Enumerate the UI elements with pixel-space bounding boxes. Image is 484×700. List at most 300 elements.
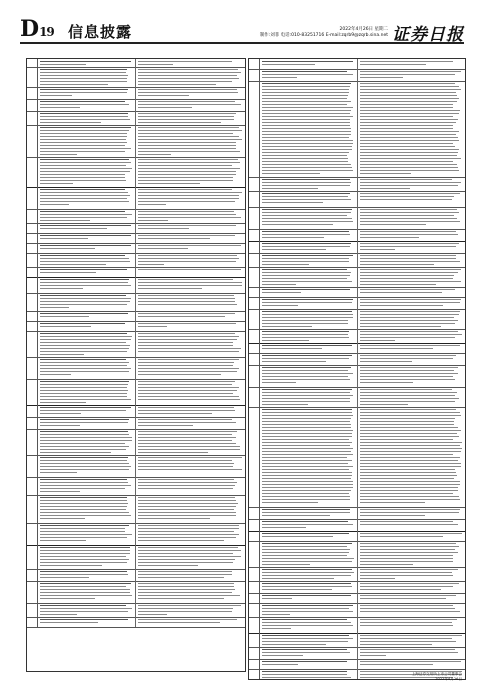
text-line xyxy=(40,127,131,128)
text-line xyxy=(262,140,353,141)
table-row xyxy=(27,545,245,570)
text-line xyxy=(138,81,232,82)
text-line xyxy=(138,371,237,372)
text-line xyxy=(360,173,411,174)
text-line xyxy=(40,540,86,541)
text-line xyxy=(138,559,235,560)
text-line xyxy=(138,574,232,575)
text-line xyxy=(138,78,239,79)
text-line xyxy=(40,534,132,535)
text-line xyxy=(262,536,333,537)
text-line xyxy=(262,188,318,189)
text-line xyxy=(262,644,326,645)
text-line xyxy=(40,261,130,262)
text-line xyxy=(40,518,85,519)
text-line xyxy=(262,314,353,315)
text-line xyxy=(360,167,458,168)
header-info xyxy=(260,27,388,39)
text-line xyxy=(138,583,234,584)
text-line xyxy=(360,221,460,222)
text-line xyxy=(262,281,352,282)
text-line xyxy=(138,482,237,483)
text-line xyxy=(262,439,349,440)
text-line xyxy=(138,145,236,146)
text-line xyxy=(40,537,127,538)
text-line xyxy=(360,622,452,623)
text-line xyxy=(262,370,348,371)
text-line xyxy=(360,161,453,162)
text-line xyxy=(40,72,126,73)
text-line xyxy=(40,326,91,327)
text-line xyxy=(40,460,127,461)
text-line xyxy=(138,189,232,190)
text-line xyxy=(138,101,235,102)
text-line xyxy=(360,475,457,476)
table-row xyxy=(27,357,245,380)
text-line xyxy=(138,142,236,143)
table-row xyxy=(27,67,245,88)
text-line xyxy=(138,577,224,578)
text-line xyxy=(360,92,456,93)
text-line xyxy=(40,61,131,62)
text-line xyxy=(138,198,239,199)
text-line xyxy=(262,409,352,410)
text-line xyxy=(40,577,89,578)
text-line xyxy=(262,575,351,576)
text-line xyxy=(40,136,127,137)
text-line xyxy=(40,107,80,108)
text-line xyxy=(138,174,236,175)
table-row xyxy=(249,603,465,618)
text-line xyxy=(262,490,351,491)
text-line xyxy=(138,214,236,215)
text-line xyxy=(40,449,126,450)
text-line xyxy=(40,365,127,366)
text-line xyxy=(138,463,234,464)
text-line xyxy=(262,652,350,653)
text-line xyxy=(262,424,351,425)
text-line xyxy=(262,152,349,153)
text-line xyxy=(138,410,235,411)
table-row xyxy=(27,125,245,158)
text-line xyxy=(40,92,127,93)
text-line xyxy=(138,89,237,90)
text-line xyxy=(40,354,84,355)
text-line xyxy=(262,496,350,497)
text-line xyxy=(40,562,127,563)
text-line xyxy=(138,122,221,123)
text-line xyxy=(40,413,81,414)
text-line xyxy=(360,611,460,612)
text-line xyxy=(262,361,326,362)
text-line xyxy=(262,549,350,550)
text-line xyxy=(138,589,235,590)
text-line xyxy=(262,221,353,222)
text-line xyxy=(40,333,127,334)
text-line xyxy=(262,533,349,534)
text-line xyxy=(360,578,395,579)
text-line xyxy=(138,500,236,501)
text-line xyxy=(360,558,453,559)
text-line xyxy=(360,515,425,516)
text-line xyxy=(262,323,348,324)
text-line xyxy=(360,379,455,380)
text-line xyxy=(262,671,347,672)
text-line xyxy=(360,427,458,428)
text-line xyxy=(262,74,353,75)
text-line xyxy=(40,165,126,166)
text-line xyxy=(40,374,71,375)
text-line xyxy=(40,159,129,160)
text-line xyxy=(138,422,236,423)
text-line xyxy=(138,116,234,117)
text-line xyxy=(360,326,441,327)
text-line xyxy=(262,478,351,479)
text-line xyxy=(138,537,236,538)
text-line xyxy=(138,95,189,96)
text-line xyxy=(262,373,353,374)
text-line xyxy=(360,490,458,491)
text-line xyxy=(138,547,238,548)
text-line xyxy=(138,245,241,246)
text-line xyxy=(360,170,459,171)
text-line xyxy=(40,553,130,554)
text-line xyxy=(40,592,130,593)
text-line xyxy=(360,625,453,626)
text-line xyxy=(262,578,334,579)
text-line xyxy=(360,502,425,503)
text-line xyxy=(138,195,239,196)
text-line xyxy=(262,358,349,359)
text-line xyxy=(360,137,458,138)
text-line xyxy=(262,86,350,87)
text-line xyxy=(138,506,236,507)
text-line xyxy=(40,304,127,305)
text-line xyxy=(40,525,129,526)
text-line xyxy=(360,512,459,513)
text-line xyxy=(360,415,461,416)
text-line xyxy=(360,155,457,156)
text-line xyxy=(138,457,242,458)
text-line xyxy=(262,572,354,573)
text-line xyxy=(40,145,125,146)
text-line xyxy=(262,292,301,293)
text-line xyxy=(262,107,353,108)
text-line xyxy=(262,598,292,599)
text-line xyxy=(262,586,352,587)
text-line xyxy=(360,549,455,550)
text-line xyxy=(262,415,353,416)
text-line xyxy=(360,524,458,525)
text-line xyxy=(360,71,461,72)
text-line xyxy=(138,304,237,305)
text-line xyxy=(360,272,458,273)
text-line xyxy=(138,316,225,317)
text-line xyxy=(360,95,457,96)
text-line xyxy=(40,431,128,432)
text-line xyxy=(262,454,353,455)
text-line xyxy=(262,649,347,650)
text-line xyxy=(138,154,171,155)
text-line xyxy=(360,158,461,159)
text-line xyxy=(262,128,351,129)
text-line xyxy=(40,390,128,391)
text-line xyxy=(262,595,351,596)
text-line xyxy=(40,225,131,226)
text-line xyxy=(262,261,349,262)
text-line xyxy=(360,224,426,225)
text-line xyxy=(360,652,458,653)
text-line xyxy=(360,188,410,189)
footer-note xyxy=(412,672,462,682)
text-line xyxy=(138,562,233,563)
text-line xyxy=(262,143,353,144)
text-line xyxy=(360,140,459,141)
text-line xyxy=(40,301,130,302)
text-line xyxy=(360,292,442,293)
text-line xyxy=(262,83,351,84)
text-line xyxy=(40,419,129,420)
table-row xyxy=(249,329,465,344)
text-line xyxy=(262,379,350,380)
text-line xyxy=(138,279,233,280)
text-line xyxy=(262,622,351,623)
text-line xyxy=(360,98,459,99)
text-line xyxy=(138,425,193,426)
text-line xyxy=(360,433,457,434)
table-row xyxy=(249,617,465,634)
text-line xyxy=(40,425,80,426)
text-line xyxy=(40,235,131,236)
text-line xyxy=(138,368,239,369)
text-line xyxy=(262,398,350,399)
text-line xyxy=(360,367,458,368)
text-line xyxy=(138,339,237,340)
text-line xyxy=(40,469,129,470)
text-line xyxy=(360,284,436,285)
text-line xyxy=(138,72,241,73)
text-line xyxy=(262,71,347,72)
text-line xyxy=(360,373,458,374)
text-line xyxy=(262,466,353,467)
footer-date: 2022年4月26日 xyxy=(435,677,462,681)
text-line xyxy=(138,159,238,160)
text-line xyxy=(40,503,128,504)
text-line xyxy=(40,446,129,447)
text-line xyxy=(138,323,236,324)
text-line xyxy=(138,622,220,623)
text-line xyxy=(138,396,239,397)
text-line xyxy=(262,284,296,285)
text-line xyxy=(40,622,98,623)
text-line xyxy=(262,448,353,449)
text-line xyxy=(40,345,130,346)
text-line xyxy=(360,619,457,620)
text-line xyxy=(138,136,239,137)
text-line xyxy=(40,282,128,283)
text-line xyxy=(360,314,459,315)
text-line xyxy=(262,515,330,516)
text-line xyxy=(138,608,233,609)
text-line xyxy=(360,246,456,247)
text-line xyxy=(262,116,353,117)
text-line xyxy=(360,243,459,244)
text-line xyxy=(262,499,350,500)
text-line xyxy=(360,289,455,290)
table-row xyxy=(27,253,245,268)
text-line xyxy=(40,133,127,134)
text-line xyxy=(262,641,348,642)
text-line xyxy=(138,148,236,149)
text-line xyxy=(40,171,130,172)
text-line xyxy=(262,320,348,321)
text-line xyxy=(40,148,131,149)
text-line xyxy=(360,595,456,596)
text-line xyxy=(138,333,235,334)
text-line xyxy=(138,348,241,349)
text-line xyxy=(40,491,80,492)
text-line xyxy=(262,611,353,612)
text-line xyxy=(138,69,238,70)
text-line xyxy=(262,77,297,78)
text-line xyxy=(262,193,350,194)
text-line xyxy=(360,382,413,383)
text-line xyxy=(138,443,236,444)
text-line xyxy=(262,502,318,503)
text-line xyxy=(138,399,240,400)
text-line xyxy=(40,316,89,317)
text-line xyxy=(262,92,349,93)
text-line xyxy=(360,376,453,377)
text-line xyxy=(360,361,412,362)
text-line xyxy=(138,217,241,218)
text-line xyxy=(360,61,453,62)
text-line xyxy=(138,512,236,513)
text-line xyxy=(40,488,125,489)
text-line xyxy=(360,255,456,256)
text-line xyxy=(40,183,73,184)
text-line xyxy=(40,598,95,599)
text-line xyxy=(40,269,127,270)
text-line xyxy=(40,248,95,249)
text-line xyxy=(360,555,453,556)
text-line xyxy=(40,399,131,400)
text-line xyxy=(138,264,164,265)
text-line xyxy=(138,381,235,382)
text-line xyxy=(138,298,235,299)
text-line xyxy=(40,122,101,123)
text-line xyxy=(138,466,233,467)
text-line xyxy=(40,559,129,560)
text-line xyxy=(360,299,461,300)
text-line xyxy=(40,95,72,96)
text-line xyxy=(138,288,202,289)
text-line xyxy=(360,430,461,431)
text-line xyxy=(138,342,233,343)
text-line xyxy=(138,419,232,420)
text-line xyxy=(138,127,239,128)
text-line xyxy=(40,583,131,584)
text-line xyxy=(262,234,350,235)
text-line xyxy=(138,407,234,408)
text-line xyxy=(360,275,454,276)
text-line xyxy=(40,586,126,587)
text-line xyxy=(262,376,348,377)
text-line xyxy=(40,452,111,453)
text-line xyxy=(262,382,296,383)
text-line xyxy=(360,583,459,584)
text-line xyxy=(262,395,353,396)
page-code: D19 xyxy=(20,16,54,42)
table-row xyxy=(249,387,465,408)
text-line xyxy=(138,171,236,172)
text-line xyxy=(262,412,352,413)
text-line xyxy=(262,243,351,244)
text-line xyxy=(40,313,128,314)
text-line xyxy=(40,368,131,369)
text-line xyxy=(40,497,127,498)
text-line xyxy=(360,269,461,270)
text-line xyxy=(360,478,454,479)
text-line xyxy=(40,479,127,480)
text-line xyxy=(360,215,454,216)
text-line xyxy=(360,598,446,599)
text-line xyxy=(40,69,127,70)
text-line xyxy=(138,452,208,453)
text-line xyxy=(262,564,310,565)
text-line xyxy=(40,371,129,372)
text-line xyxy=(262,170,353,171)
text-line xyxy=(40,571,127,572)
text-line xyxy=(360,331,458,332)
text-line xyxy=(262,125,350,126)
text-line xyxy=(262,484,353,485)
text-line xyxy=(138,351,239,352)
text-line xyxy=(262,110,351,111)
text-line xyxy=(138,258,239,259)
text-line xyxy=(138,220,168,221)
text-line xyxy=(262,404,308,405)
text-line xyxy=(40,506,127,507)
text-line xyxy=(360,340,395,341)
text-line xyxy=(262,625,353,626)
text-line xyxy=(262,451,351,452)
text-line xyxy=(138,534,239,535)
text-line xyxy=(40,396,127,397)
text-line xyxy=(360,119,458,120)
text-line xyxy=(262,158,348,159)
text-line xyxy=(262,215,347,216)
text-line xyxy=(40,348,129,349)
text-line xyxy=(262,337,349,338)
text-line xyxy=(262,331,349,332)
text-line xyxy=(138,460,232,461)
text-line xyxy=(40,238,88,239)
text-line xyxy=(40,211,125,212)
text-line xyxy=(138,431,237,432)
text-line xyxy=(40,509,126,510)
text-line xyxy=(40,177,125,178)
text-line xyxy=(360,463,461,464)
header-rule xyxy=(20,42,464,44)
text-line xyxy=(360,320,458,321)
editor-line: 制作:刘菲 电话:010-83251716 E-mail:zqrb9@zqrb.sina.net xyxy=(259,33,388,38)
text-line xyxy=(40,288,83,289)
text-line xyxy=(40,466,131,467)
text-line xyxy=(138,518,210,519)
text-line xyxy=(262,209,352,210)
table-row xyxy=(249,253,465,268)
